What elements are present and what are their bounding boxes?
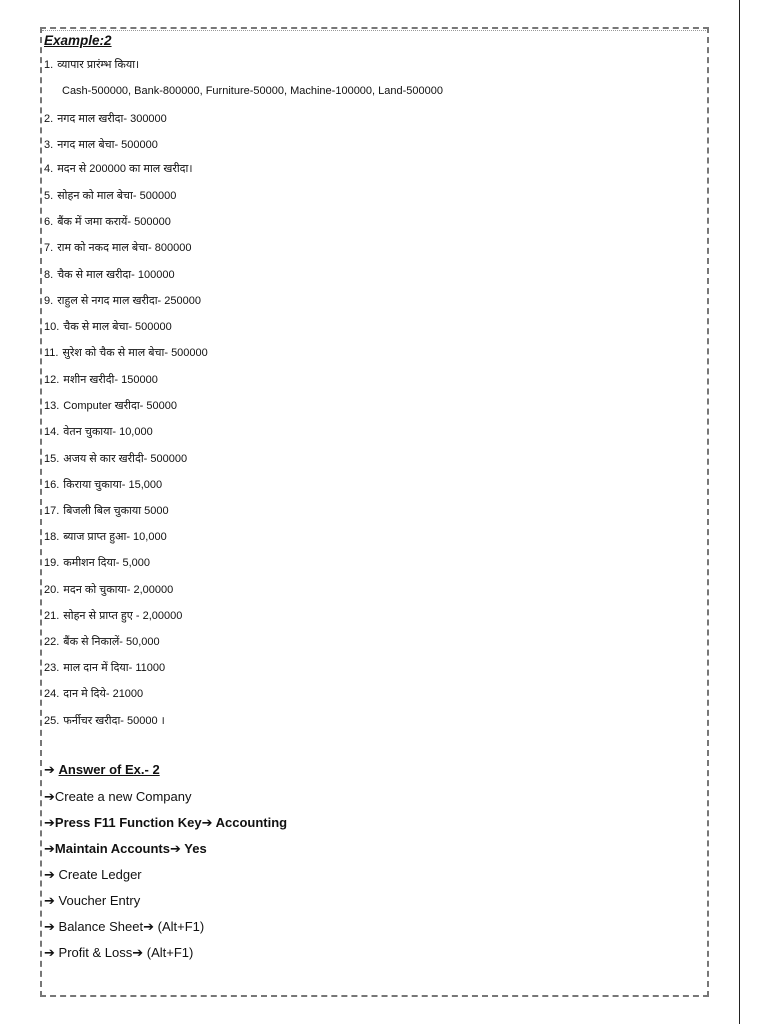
question-number: 22. (44, 636, 60, 648)
question-item (44, 687, 143, 701)
question-item (44, 452, 187, 466)
arrow-icon: ➔ (44, 790, 55, 805)
answer-step (44, 789, 191, 806)
question-text: राहुल से नगद माल खरीदा- 250000 (57, 295, 201, 307)
question-item (44, 241, 191, 255)
question-number: 4. (44, 163, 54, 175)
question-item (44, 138, 158, 152)
arrow-icon: ➔ (44, 816, 55, 831)
question-item (44, 268, 175, 282)
question-number: 16. (44, 479, 60, 491)
question-number: 2. (44, 113, 54, 125)
answer-step-text: Yes (184, 841, 207, 856)
question-text: वेतन चुकाया- 10,000 (63, 426, 153, 438)
answer-step-text: Voucher Entry (58, 893, 141, 908)
question-text: राम को नकद माल बेचा- 800000 (57, 242, 192, 254)
answer-heading (44, 762, 160, 779)
opening-balances: Cash-500000, Bank-800000, Furniture-50000, Machine-100000, Land-500000 (62, 85, 443, 97)
answer-step-text: Profit & Loss (58, 945, 133, 960)
question-text: फर्नीचर खरीदा- 50000 । (63, 715, 165, 727)
arrow-icon: ➔ (44, 920, 55, 935)
question-item (44, 530, 167, 544)
question-text: सोहन को माल बेचा- 500000 (57, 190, 177, 202)
question-text: नगद माल बेचा- 500000 (57, 139, 158, 151)
question-item (44, 399, 177, 413)
question-item (44, 189, 176, 203)
question-text: मशीन खरीदी- 150000 (63, 374, 158, 386)
arrow-icon: ➔ (143, 920, 155, 935)
question-number: 10. (44, 321, 60, 333)
answer-step-text: Create a new Company (54, 789, 192, 804)
question-item (44, 320, 172, 334)
question-number: 20. (44, 584, 60, 596)
question-text: नगद माल खरीदा- 300000 (57, 113, 167, 125)
question-number: 18. (44, 531, 60, 543)
answer-step-text: (Alt+F1) (146, 945, 194, 960)
question-text: कमीशन दिया- 5,000 (63, 557, 150, 569)
answer-step-text: Press F11 Function Key (54, 815, 202, 830)
question-number: 19. (44, 557, 60, 569)
answer-step-text: Maintain Accounts (54, 841, 170, 856)
question-text: सुरेश को चैक से माल बेचा- 500000 (62, 347, 208, 359)
answer-step (44, 945, 193, 962)
question-text: सोहन से प्राप्त हुए - 2,00000 (63, 610, 183, 622)
question-number: 9. (44, 295, 54, 307)
arrow-icon: ➔ (132, 946, 144, 961)
question-item (44, 112, 167, 126)
arrow-icon: ➔ (44, 946, 55, 961)
answer-step (44, 893, 140, 910)
question-item (44, 609, 182, 623)
question-text: दान मे दिये- 21000 (63, 688, 144, 700)
answer-step (44, 815, 287, 832)
question-item (44, 58, 139, 72)
arrow-icon: ➔ (44, 842, 55, 857)
question-text: Computer खरीदा- 50000 (63, 400, 177, 412)
answer-heading-text: Answer of Ex.- 2 (58, 762, 160, 777)
question-item (44, 373, 158, 387)
answer-step (44, 841, 207, 858)
question-text: अजय से कार खरीदी- 500000 (63, 453, 188, 465)
question-number: 23. (44, 662, 60, 674)
question-item (44, 504, 169, 518)
question-text: किराया चुकाया- 15,000 (63, 479, 163, 491)
question-number: 24. (44, 688, 60, 700)
page-edge-line (739, 0, 740, 1024)
question-item (44, 215, 171, 229)
answer-step-text: (Alt+F1) (157, 919, 205, 934)
border-inner-line (42, 30, 706, 31)
question-item (44, 635, 160, 649)
question-number: 15. (44, 453, 60, 465)
question-item (44, 162, 193, 176)
question-number: 14. (44, 426, 60, 438)
answer-step-text: Balance Sheet (58, 919, 144, 934)
arrow-icon: ➔ (201, 816, 213, 831)
question-text: व्यापार प्रारंम्भ किया। (57, 59, 140, 71)
question-number: 5. (44, 190, 54, 202)
question-text: बैंक में जमा करायें- 500000 (57, 216, 171, 228)
question-item (44, 294, 201, 308)
question-text: बैंक से निकालें- 50,000 (63, 636, 160, 648)
question-text: माल दान में दिया- 11000 (63, 662, 166, 674)
question-number: 6. (44, 216, 54, 228)
question-number: 11. (44, 347, 59, 359)
question-number: 13. (44, 400, 60, 412)
question-number: 7. (44, 242, 54, 254)
answer-step (44, 919, 204, 936)
answer-step-text: Create Ledger (58, 867, 142, 882)
answer-step-text: Accounting (215, 815, 288, 830)
question-text: बिजली बिल चुकाया 5000 (63, 505, 169, 517)
answer-step (44, 867, 142, 884)
question-item (44, 425, 153, 439)
question-item (44, 583, 173, 597)
question-item (44, 478, 162, 492)
question-item (44, 556, 150, 570)
question-text: मदन को चुकाया- 2,00000 (63, 584, 174, 596)
question-number: 1. (44, 59, 54, 71)
question-number: 25. (44, 715, 60, 727)
question-item (44, 661, 165, 675)
question-text: मदन से 200000 का माल खरीदा। (57, 163, 193, 175)
arrow-icon: ➔ (44, 894, 55, 909)
arrow-icon: ➔ (170, 842, 181, 857)
question-number: 8. (44, 269, 54, 281)
question-text: चैक से माल बेचा- 500000 (63, 321, 172, 333)
question-item (44, 346, 208, 360)
question-text: ब्याज प्राप्त हुआ- 10,000 (63, 531, 167, 543)
question-number: 12. (44, 374, 60, 386)
arrow-icon: ➔ (44, 763, 55, 778)
arrow-icon: ➔ (44, 868, 55, 883)
question-item (44, 714, 165, 728)
question-number: 3. (44, 139, 54, 151)
question-number: 17. (44, 505, 60, 517)
question-number: 21. (44, 610, 60, 622)
question-text: चैक से माल खरीदा- 100000 (57, 269, 175, 281)
example-title: Example:2 (44, 33, 112, 48)
